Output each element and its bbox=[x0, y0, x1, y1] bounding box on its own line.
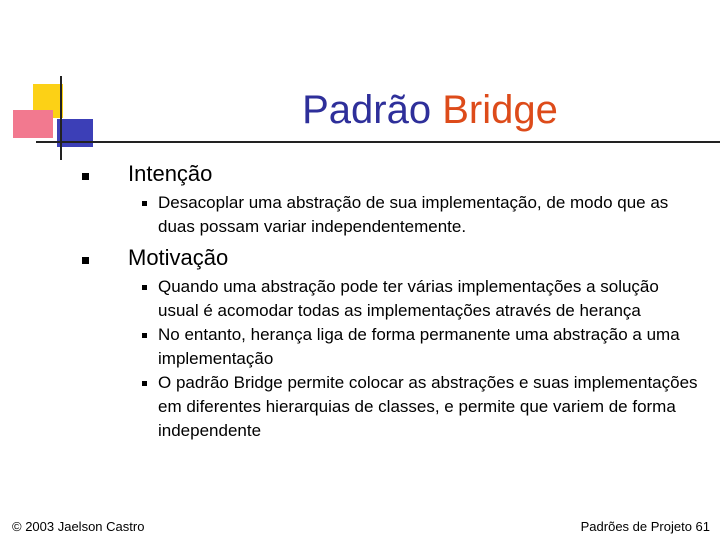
bullet-square-icon bbox=[142, 285, 147, 290]
bullet-list bbox=[82, 191, 702, 239]
list-item-text: Quando uma abstração pode ter várias implementações a solução usual é acomodar todas as implementações através de herança bbox=[158, 277, 659, 320]
section-heading-text: Intenção bbox=[128, 161, 213, 186]
section-motivacao bbox=[82, 245, 702, 443]
slide-title bbox=[0, 86, 720, 134]
slide-logo-graphic bbox=[0, 0, 110, 170]
slide-title-part2: Bridge bbox=[442, 88, 558, 132]
list-item-text: No entanto, herança liga de forma permanente uma abstração a uma implementação bbox=[158, 325, 680, 368]
footer-page-number: Padrões de Projeto 61 bbox=[580, 519, 710, 534]
footer-copyright: © 2003 Jaelson Castro bbox=[12, 519, 145, 534]
section-heading bbox=[82, 245, 702, 271]
slide-title-part1: Padrão bbox=[302, 88, 432, 132]
title-underline-rule bbox=[36, 141, 720, 143]
bullet-square-icon bbox=[82, 173, 89, 180]
bullet-square-icon bbox=[142, 333, 147, 338]
list-item-text: O padrão Bridge permite colocar as abstrações e suas implementações em diferentes hierarquias de classes, e permite que variem de forma independente bbox=[158, 373, 698, 440]
bullet-square-icon bbox=[142, 201, 147, 206]
list-item bbox=[82, 323, 702, 371]
list-item bbox=[82, 191, 702, 239]
section-heading-text: Motivação bbox=[128, 245, 229, 270]
list-item-text: Desacoplar uma abstração de sua implementação, de modo que as duas possam variar independentemente. bbox=[158, 193, 669, 236]
bullet-square-icon bbox=[82, 257, 89, 264]
bullet-square-icon bbox=[142, 381, 147, 386]
bullet-list bbox=[82, 275, 702, 443]
slide-content bbox=[82, 161, 702, 443]
section-heading bbox=[82, 161, 702, 187]
list-item bbox=[82, 275, 702, 323]
section-intencao bbox=[82, 161, 702, 239]
list-item bbox=[82, 371, 702, 443]
